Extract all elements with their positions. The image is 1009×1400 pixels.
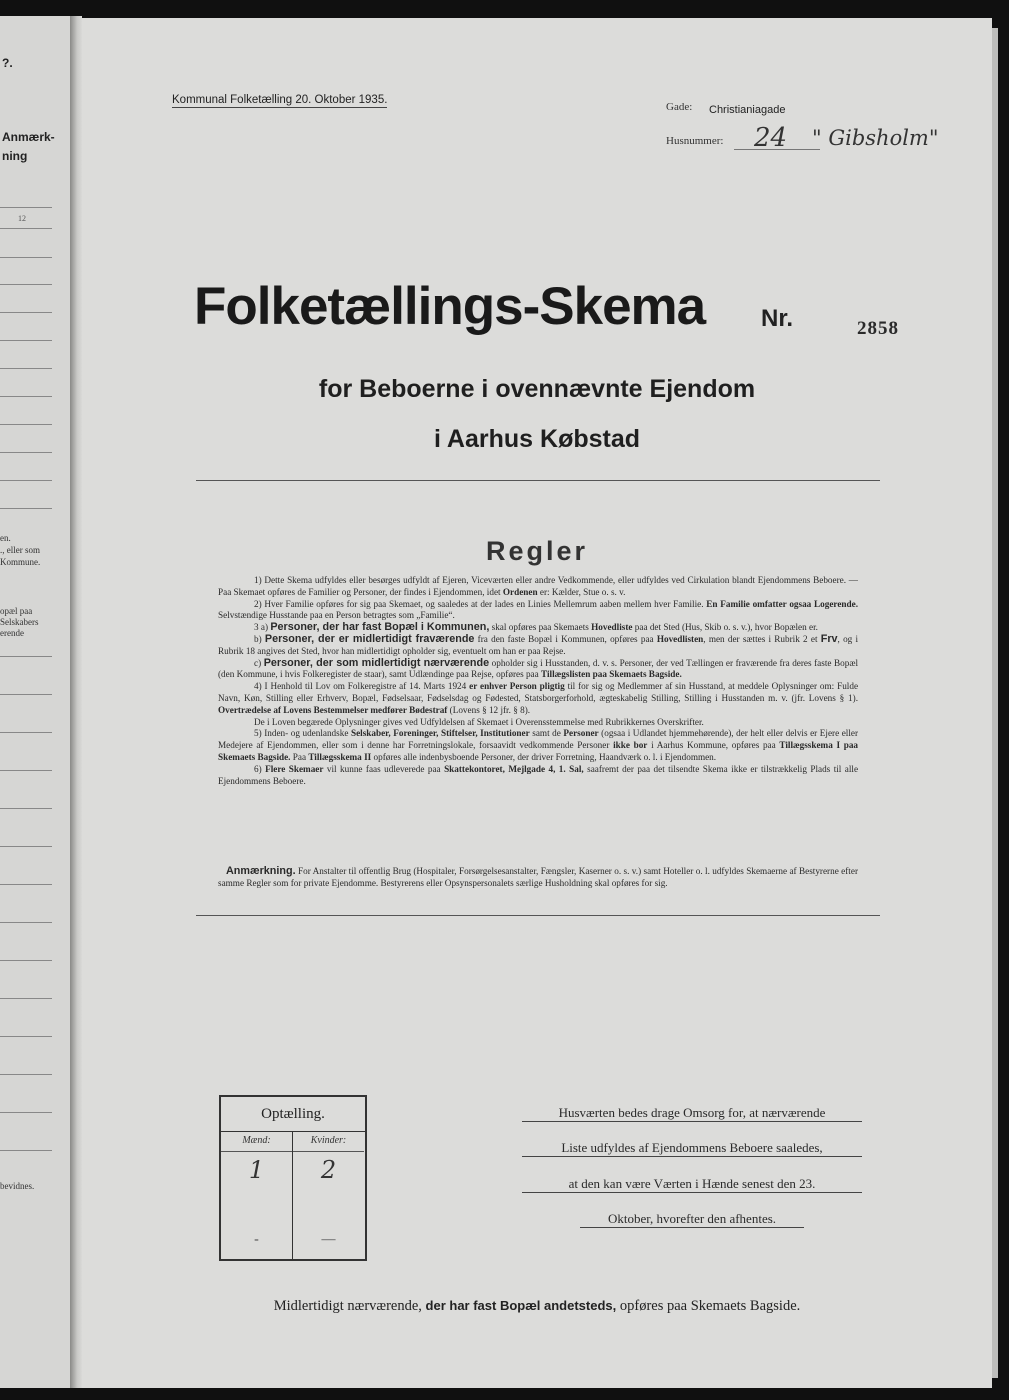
rule-3c: c) Personer, der som midlertidigt nærværende opholder sig i Husstanden, d. v. s. Personer, der ved Tællingen er fraværende fra deres faste Bopæl (den Kommune, i hvis Folkeregister de staar), samt Udlændinge paa Rejse, opføres paa Tillægslisten paa Skemaets Bagside. xyxy=(218,656,859,680)
ruling-line xyxy=(0,312,52,313)
ruling-line xyxy=(0,368,52,369)
ruling-line xyxy=(0,228,52,229)
ruling-line xyxy=(0,396,52,397)
left-page-text-fragment: Kommune. xyxy=(0,557,41,567)
ruling-line xyxy=(0,340,52,341)
ruling-line xyxy=(0,257,52,258)
rule-3b: b) Personer, der er midlertidigt fraværende fra den faste Bopæl i Kommunen, opføres paa Hovedlisten, men der sættes i Rubrik 2 et Frv, og i Rubrik 18 angives det Sted, hvor han midlertidigt opholder sig, eventuelt om han er paa Rejse. xyxy=(218,632,859,656)
women-dash: — xyxy=(321,1232,336,1247)
rule-2: 2) Hver Familie opføres for sig paa Skemaet, og saaledes at der lades en Linies Mellemrum aaben mellem hver Familie. En Familie omfatter ogsaa Logerende. Selvstændige Husstande paa en Person betragtes som „Familie“. xyxy=(218,598,858,621)
ruling-line xyxy=(0,732,52,733)
census-form-page xyxy=(82,18,992,1388)
subtitle-town: i Aarhus Købstad xyxy=(433,425,641,453)
ruling-line xyxy=(0,480,52,481)
corner-mark: ?. xyxy=(2,56,13,70)
women-count: 2 xyxy=(320,1156,337,1184)
ruling-line xyxy=(0,884,52,885)
rule-5: 5) Inden- og udenlandske Selskaber, Foreninger, Stiftelser, Institutioner samt de Personer (ogsaa i Udlandet hjemmehørende), der helt eller delvis er Ejere eller Medejere af Ejendommen, eller som i denne har Forretningslokale, forsaavidt vedkommende Personer ikke bor i Aarhus Kommune, opføres paa Tillægsskema I paa Skemaets Bagside. Paa Tillægsskema II opføres alle indenbysboende Personer, der driver Forretning, Haandværk o. l. i Ejendommen. xyxy=(218,728,859,762)
ruling-line xyxy=(0,1074,52,1075)
ruling-line xyxy=(0,207,52,208)
remark-note xyxy=(218,866,858,890)
left-adjacent-page xyxy=(0,16,70,1388)
men-label: Mænd: xyxy=(242,1135,271,1146)
ruling-line xyxy=(0,452,52,453)
count-women-column xyxy=(293,1132,364,1259)
ruling-line xyxy=(0,424,52,425)
form-title: Folketællings-Skema xyxy=(194,277,706,336)
rules-heading: Regler xyxy=(485,536,589,566)
ruling-line xyxy=(0,508,52,509)
rule-6: 6) Flere Skemaer vil kunne faas udleverede paa Skattekontoret, Mejlgade 4, 1. Sal, saafremt der paa det tilsendte Skema ikke er tilstrækkelig Plads til alle Ejendommens Beboere. xyxy=(218,763,859,786)
left-page-text-fragment: erende xyxy=(0,628,24,638)
ruling-line xyxy=(0,1150,52,1151)
ruling-line xyxy=(0,1112,52,1113)
subtitle-residents: for Beboerne i ovennævnte Ejendom xyxy=(318,375,756,403)
rules-text xyxy=(218,575,858,787)
page-edge xyxy=(992,28,998,1378)
rule-1: 1) Dette Skema udfyldes eller besørges udfyldt af Ejeren, Viceværten eller andre Vedkommende, eller udfyldes ved Cirkulation blandt Ejendommens Beboere. — Paa Skemaet opføres de Familier og Personer, der findes i Ejendommen, idet Ordenen er: Kælder, Stue o. s. v. xyxy=(218,575,858,597)
instruction-line-4: Oktober, hvorefter den afhentes. xyxy=(580,1211,804,1228)
ruling-line xyxy=(0,998,52,999)
footer-note: Midlertidigt nærværende, der har fast Bopæl andetsteds, opføres paa Skemaets Bagside. xyxy=(273,1298,801,1314)
divider-bottom xyxy=(196,915,880,916)
house-number-label: Husnummer: xyxy=(666,135,724,147)
men-count: 1 xyxy=(248,1156,265,1184)
census-title: Kommunal Folketælling 20. Oktober 1935. xyxy=(172,94,388,106)
count-title: Optælling. xyxy=(221,1097,365,1132)
form-number-value: 2858 xyxy=(857,318,899,339)
street-label: Gade: xyxy=(666,101,693,113)
column-rule xyxy=(293,1151,364,1152)
rule-4b: De i Loven begærede Oplysninger gives ved Udfyldelsen af Skemaet i Overensstemmelse med Rubrikkernes Overskrifter. xyxy=(254,716,704,727)
instruction-line-1: Husværten bedes drage Omsorg for, at nærværende xyxy=(522,1105,862,1122)
rule-4: 4) I Henhold til Lov om Folkeregistre af 14. Marts 1924 er enhver Person pligtig til for sig og Medlemmer af sin Husstand, at meddele Oplysninger om: Fulde Navn, Køn, Stilling eller Erhverv, Bopæl, Fødselsaar, Fødselsdag og Fødested, Statsborgerforhold, ægteskabelig Stilling, Stilling i Husstanden m. v. (jfr. Lovens § 1). Overtrædelse af Lovens Bestemmelser medfører Bødestraf (Lovens § 12 jfr. § 8). xyxy=(218,681,859,715)
ruling-line xyxy=(0,846,52,847)
remark-column-header: Anmærk- ning xyxy=(2,130,55,163)
ruling-line xyxy=(0,960,52,961)
ruling-line xyxy=(0,1036,52,1037)
ruling-line xyxy=(0,770,52,771)
count-box xyxy=(219,1095,367,1261)
divider-top xyxy=(196,480,880,481)
house-number-value: 24 xyxy=(754,123,788,153)
book-gutter xyxy=(70,16,82,1388)
ruling-line xyxy=(0,694,52,695)
ruling-line xyxy=(0,808,52,809)
ruling-line xyxy=(0,284,52,285)
column-rule xyxy=(221,1151,292,1152)
street-value: Christianiagade xyxy=(709,104,786,116)
left-page-text-fragment: Selskabers xyxy=(0,617,39,627)
rule-3a: 3 a) Personer, der har fast Bopæl i Kommunen, skal opføres paa Skemaets Hovedliste paa det Sted (Hus, Skib o. s. v.), hvor Bopælen er. xyxy=(254,621,818,634)
remark-text: For Anstalter til offentlig Brug (Hospitaler, Forsørgelsesanstalter, Fængsler, Kaserner o. s. v.) samt Hoteller o. l. udfyldes Skemaerne af Bestyrerne efter samme Regler som for private Ejendomme. Bestyrerens eller Opsynspersonalets særlige Husholdning skal opføres for sig. xyxy=(218,866,858,888)
instruction-line-3: at den kan være Værten i Hænde senest den 23. xyxy=(522,1176,862,1193)
left-page-text-fragment: ., eller som xyxy=(0,545,40,555)
count-men-column xyxy=(221,1132,293,1259)
left-page-text-fragment: opæl paa xyxy=(0,606,33,616)
form-number-label: Nr. xyxy=(761,305,794,332)
column-number: 12 xyxy=(18,214,26,223)
women-label: Kvinder: xyxy=(310,1135,347,1146)
instruction-line-2: Liste udfyldes af Ejendommens Beboere saaledes, xyxy=(522,1140,862,1157)
ruling-line xyxy=(0,656,52,657)
house-name-note: " Gibsholm" xyxy=(812,126,939,150)
left-page-text-fragment: bevidnes. xyxy=(0,1181,35,1191)
left-page-text-fragment: en. xyxy=(0,533,11,543)
remark-label: Anmærkning. xyxy=(226,865,296,877)
men-dash: - xyxy=(254,1232,259,1247)
ruling-line xyxy=(0,922,52,923)
